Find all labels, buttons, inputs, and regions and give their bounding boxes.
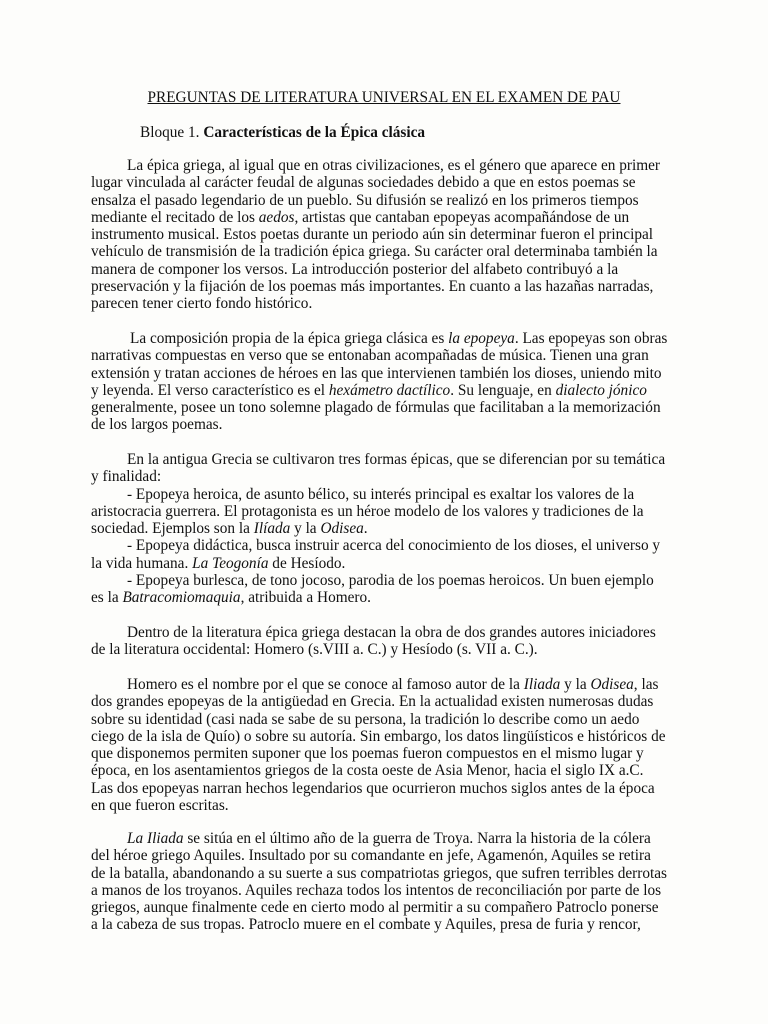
text-line [91, 916, 671, 933]
text-segment: - Epopeya didáctica, busca instruir acerca del conocimiento de los dioses, el universo y [127, 537, 661, 555]
paragraph-formas-epicas [91, 451, 671, 606]
text-line [91, 589, 671, 606]
text-segment: es la [91, 589, 123, 606]
text-segment: La épica griega, al igual que en otras civilizaciones, es el género que aparece en primer [127, 157, 661, 174]
text-segment: de la batalla, abandonando a su suerte a sus compatriotas griegos, que sufren terribles derrotas [91, 864, 667, 882]
italic-term: La Iliada [127, 830, 184, 847]
text-line [91, 780, 671, 797]
text-segment: y finalidad: [91, 468, 162, 486]
text-line [91, 847, 671, 864]
text-segment: ensalza el pasado legendario de un pueblo. Su difusión se realizó en los primeros tiempos [91, 191, 639, 209]
text-line [91, 797, 671, 814]
text-line [91, 416, 671, 433]
text-line [91, 347, 671, 364]
text-line [91, 486, 671, 503]
text-line [91, 693, 671, 710]
text-line [91, 641, 671, 658]
text-segment: Las dos epopeyas narran hechos legendarios que ocurrieron muchos siglos antes de la época [91, 779, 655, 797]
text-segment: , atribuida a Homero. [240, 589, 371, 606]
text-segment: lugar vinculada al carácter feudal de algunas sociedades debido a que en estos poemas se [91, 174, 636, 192]
text-line [91, 243, 671, 260]
paragraph-autores [91, 624, 671, 659]
text-segment: de Hesíodo. [268, 554, 346, 572]
italic-term: Iliada [523, 676, 561, 693]
text-segment: . Las epopeyas son obras [514, 330, 668, 347]
text-line [91, 503, 671, 520]
italic-term: La Teogonía [192, 554, 269, 572]
text-segment: En la antigua Grecia se cultivaron tres formas épicas, que se diferencian por su temática [127, 451, 666, 468]
text-line [91, 572, 671, 589]
text-line [91, 882, 671, 899]
text-line [91, 365, 671, 382]
text-segment: griegos, aunque finalmente cede en cierto modo al permitir a su compañero Patroclo ponerse [91, 899, 659, 916]
text-segment: preservación y la fijación de los poemas más importantes. En cuanto a las hazañas narradas, [91, 277, 654, 295]
block-title: Características de la Épica clásica [203, 124, 426, 141]
text-segment: . [363, 520, 368, 537]
text-segment: la vida humana. [91, 554, 193, 572]
text-segment: - Epopeya heroica, de asunto bélico, su interés principal es exaltar los valores de la [127, 485, 635, 503]
italic-term: hexámetro dactílico [328, 381, 451, 399]
text-line [91, 762, 671, 779]
paragraph-epica-griega [91, 157, 671, 312]
text-segment: generalmente, posee un tono solemne plagado de fórmulas que facilitaban a la memorización [91, 399, 661, 416]
text-line [91, 295, 671, 312]
text-line [91, 330, 671, 347]
text-segment: , las [633, 676, 659, 693]
text-line [91, 399, 671, 416]
text-line [91, 209, 671, 226]
text-segment: mediante el recitado de los [91, 208, 259, 226]
text-line [91, 468, 671, 485]
text-segment: extensión y tratan acciones de héroes en las que intervienen también los dioses, uniendo mito [91, 364, 662, 382]
paragraph-homero [91, 676, 671, 814]
text-segment: narrativas compuestas en verso que se entonaban acompañadas de música. Tienen una gran [91, 347, 649, 365]
italic-term: Ilíada [253, 520, 291, 537]
italic-term: la epopeya [448, 330, 515, 347]
text-line [91, 711, 671, 728]
text-line [91, 382, 671, 399]
text-line [91, 555, 671, 572]
text-segment: ciego de la isla de Quío) o sobre su autoría. Sin embargo, los datos lingüísticos e históricos de [91, 727, 666, 745]
text-segment: a manos de los troyanos. Aquiles rechaza todos los intentos de reconciliación por parte de los [91, 881, 662, 899]
text-segment: aristocracia guerrera. El protagonista es un héroe modelo de los valores y tradiciones de la [91, 502, 644, 520]
text-segment: época, en los asentamientos griegos de la costa oeste de Asia Menor, hacia el siglo IX a.C. [91, 762, 644, 780]
text-segment: del héroe griego Aquiles. Insultado por su comandante en jefe, Agamenón, Aquiles se retira [91, 847, 651, 865]
italic-term: Batracomiomaquia [122, 589, 241, 606]
text-line [91, 226, 671, 243]
text-line [91, 745, 671, 762]
text-line [91, 865, 671, 882]
text-segment: que disponemos permiten suponer que los poemas fueron compuestos en el mismo lugar y [91, 745, 644, 762]
text-segment: de la literatura occidental: Homero (s.VIII a. C.) y Hesíodo (s. VII a. C.). [91, 641, 538, 659]
text-segment: sobre su identidad (casi nada se sabe de su persona, la tradición lo describe como un aedo [91, 710, 640, 728]
italic-term: Odisea [320, 520, 364, 537]
text-segment: en que fueron escritas. [91, 796, 229, 814]
text-line [91, 451, 671, 468]
block-label: Bloque 1. [140, 124, 204, 141]
text-segment: Homero es el nombre por el que se conoce al famoso autor de la [127, 676, 524, 693]
text-segment: sociedad. Ejemplos son la [91, 520, 254, 537]
block-heading [140, 124, 425, 141]
text-line [91, 624, 671, 641]
text-line [91, 899, 671, 916]
text-segment: . Su lenguaje, en [450, 381, 556, 399]
text-line [91, 728, 671, 745]
text-segment: y la [290, 520, 321, 537]
italic-term: dialecto jónico [555, 381, 647, 399]
text-line [91, 278, 671, 295]
text-segment: vehículo de transmisión de la tradición épica griega. Su carácter oral determinaba también la [91, 243, 658, 261]
paragraph-iliada [91, 830, 671, 934]
text-segment: parecen tener cierto fondo histórico. [91, 295, 313, 312]
text-segment: y leyenda. El verso característico es el [91, 381, 329, 399]
paragraph-epopeya [91, 330, 671, 434]
text-segment: instrumento musical. Estos poetas durante un periodo aún sin determinar fueron el principal [91, 226, 654, 243]
text-segment: a la cabeza de sus tropas. Patroclo muere en el combate y Aquiles, presa de furia y rencor, [91, 916, 641, 934]
text-line [91, 157, 671, 174]
italic-term: Odisea [590, 676, 634, 693]
text-segment: Dentro de la literatura épica griega destacan la obra de dos grandes autores iniciadores [127, 624, 656, 641]
text-line [91, 830, 671, 847]
text-line [91, 520, 671, 537]
text-line [91, 174, 671, 191]
text-line [91, 676, 671, 693]
document-title: PREGUNTAS DE LITERATURA UNIVERSAL EN EL EXAMEN DE PAU [147, 89, 621, 106]
italic-term: aedos [258, 208, 295, 226]
text-segment: y la [560, 676, 591, 693]
text-segment: , artistas que cantaban epopeyas acompañándose de un [294, 208, 630, 226]
text-line [91, 537, 671, 554]
text-segment: se sitúa en el último año de la guerra de Troya. Narra la historia de la cólera [183, 830, 651, 847]
text-line [91, 192, 671, 209]
text-segment: manera de componer los versos. La introducción posterior del alfabeto contribuyó a la [91, 260, 619, 278]
text-segment: La composición propia de la épica griega clásica es [130, 330, 449, 347]
text-segment: de los largos poemas. [91, 416, 223, 434]
text-segment: - Epopeya burlesca, de tono jocoso, parodia de los poemas heroicos. Un buen ejemplo [127, 571, 654, 589]
text-line [91, 261, 671, 278]
text-segment: dos grandes epopeyas de la antigüedad en Grecia. En la actualidad existen numerosas dudas [91, 693, 654, 711]
